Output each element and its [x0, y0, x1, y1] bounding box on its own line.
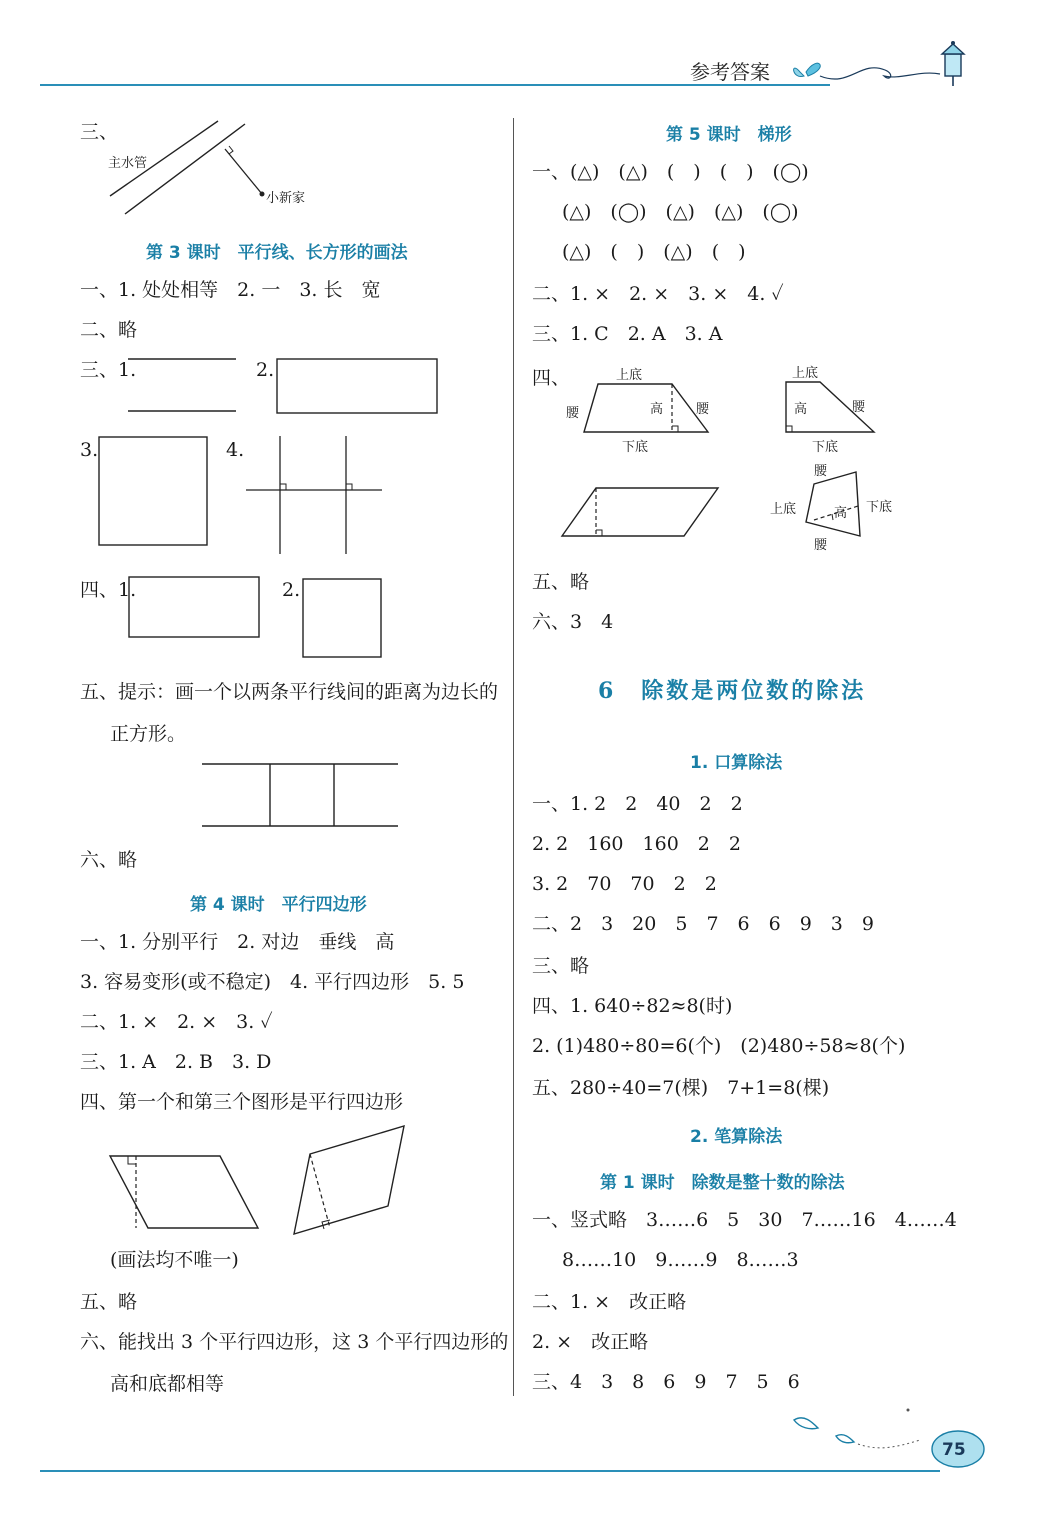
square-between-parallels-figure [202, 760, 402, 832]
s1-q5: 五、280÷40=7(棵) 7+1=8(棵) [532, 1077, 830, 1099]
l5-q4: 四、 [532, 367, 571, 389]
s1-q1-1: 一、1. 2 2 40 2 2 [532, 793, 743, 815]
trapezoid-figure-1 [582, 382, 712, 436]
rectangle-figure-1 [276, 358, 440, 416]
s2-q3: 三、4 3 8 6 9 7 5 6 [532, 1371, 800, 1393]
t2-bottom-label: 下底 [812, 440, 839, 455]
l3-q2: 二、略 [80, 319, 138, 341]
s2-q2-1: 二、1. × 改正略 [532, 1291, 687, 1313]
l3-q3-3-label: 3. [80, 439, 99, 461]
s1-q4-2: 2. (1)480÷80=6(个) (2)480÷58≈8(个) [532, 1035, 906, 1057]
l5-q2: 二、1. × 2. × 3. × 4. ✓ [532, 283, 784, 305]
t3-leg-top-label: 腰 [814, 464, 828, 479]
l4-q5: 五、略 [80, 1291, 138, 1313]
t1-height-label: 高 [650, 402, 664, 417]
s2-q1-line1: 一、竖式略 3……6 5 30 7……16 4……4 [532, 1209, 957, 1231]
t1-leg-left-label: 腰 [566, 406, 580, 421]
lesson-1-title: 第 1 课时 除数是整十数的除法 [600, 1173, 845, 1193]
t1-top-label: 上底 [616, 368, 643, 383]
s1-q3: 三、略 [532, 955, 590, 977]
l4-drawing-note: (画法均不唯一) [110, 1249, 239, 1271]
l5-q1-row3: (△) ( ) (△) ( ) [562, 241, 746, 263]
l4-q2: 二、1. × 2. × 3. ✓ [80, 1011, 273, 1033]
l5-q3: 三、1. C 2. A 3. A [532, 323, 723, 345]
l5-q1-row2: (△) (◯) (△) (△) (◯) [562, 201, 799, 223]
section-2-title: 2. 笔算除法 [690, 1127, 783, 1147]
s1-q1-3: 3. 2 70 70 2 2 [532, 873, 717, 895]
parallelogram-figure-3 [560, 484, 722, 540]
lesson-5-title: 第 5 课时 梯形 [666, 125, 792, 145]
l3-q3-1-label: 三、1. [80, 359, 137, 381]
l5-q1-row1: 一、(△) (△) ( ) ( ) (◯) [532, 161, 809, 183]
l4-q3: 三、1. A 2. B 3. D [80, 1051, 272, 1073]
footer-rule [40, 1470, 940, 1472]
l4-q1-line1: 一、1. 分别平行 2. 对边 垂线 高 [80, 931, 395, 953]
l3-q5-line2: 正方形。 [110, 723, 187, 745]
s1-q2: 二、2 3 20 5 7 6 6 9 3 9 [532, 913, 874, 935]
l4-q6-line2: 高和底都相等 [110, 1373, 225, 1395]
l3-q5-line1: 五、提示：画一个以两条平行线间的距离为边长的 [80, 681, 499, 703]
lesson-4-title: 第 4 课时 平行四边形 [190, 895, 367, 915]
section-3-label: 三、 [80, 121, 119, 143]
pipe-diagram [100, 118, 300, 228]
t1-leg-right-label: 腰 [696, 402, 710, 417]
parallelogram-figure-1 [108, 1150, 262, 1232]
s1-q4-1: 四、1. 640÷82≈8(时) [532, 995, 733, 1017]
t3-height-label: 高 [834, 506, 848, 521]
s2-q1-line2: 8……10 9……9 8……3 [562, 1249, 799, 1271]
l5-q6: 六、3 4 [532, 611, 614, 633]
parallel-lines-figure [128, 355, 238, 415]
l3-q4-2-label: 2. [282, 579, 301, 601]
label-house: 小新家 [266, 191, 306, 206]
square-figure-2 [302, 578, 384, 660]
l3-q3-4-label: 4. [226, 439, 245, 461]
l4-q6-line1: 六、能找出 3 个平行四边形，这 3 个平行四边形的 [80, 1331, 509, 1353]
t3-top-label: 上底 [770, 502, 797, 517]
t3-bottom-label: 下底 [866, 500, 893, 515]
t3-leg-bottom-label: 腰 [814, 538, 828, 553]
chapter-title: 6 除数是两位数的除法 [598, 678, 867, 704]
l3-q6: 六、略 [80, 849, 138, 871]
l3-q1: 一、1. 处处相等 2. 一 3. 长 宽 [80, 279, 381, 301]
l5-q5: 五、略 [532, 571, 590, 593]
butterfly-decoration-icon [790, 40, 990, 100]
l4-q1-line2: 3. 容易变形(或不稳定) 4. 平行四边形 5. 5 [80, 971, 465, 993]
t2-leg-label: 腰 [852, 400, 866, 415]
section-1-title: 1. 口算除法 [690, 753, 783, 773]
parallelogram-figure-2 [292, 1122, 408, 1240]
perpendicular-lines-figure [246, 434, 386, 556]
s2-q2-2: 2. × 改正略 [532, 1331, 649, 1353]
page-number: 75 [942, 1440, 966, 1460]
header-title: 参考答案 [690, 60, 770, 84]
t2-height-label: 高 [794, 402, 808, 417]
rectangle-figure-2 [128, 576, 262, 640]
label-main-pipe: 主水管 [108, 156, 148, 171]
square-figure-1 [98, 436, 210, 548]
lesson-3-title: 第 3 课时 平行线、长方形的画法 [146, 243, 408, 263]
footer-bird-decoration-icon [780, 1400, 940, 1460]
t1-bottom-label: 下底 [622, 440, 649, 455]
t2-top-label: 上底 [792, 366, 819, 381]
l3-q3-2-label: 2. [256, 359, 275, 381]
l3-q4-1-label: 四、1. [80, 579, 137, 601]
l4-q4: 四、第一个和第三个图形是平行四边形 [80, 1091, 404, 1113]
column-divider [513, 118, 514, 1396]
s1-q1-2: 2. 2 160 160 2 2 [532, 833, 741, 855]
